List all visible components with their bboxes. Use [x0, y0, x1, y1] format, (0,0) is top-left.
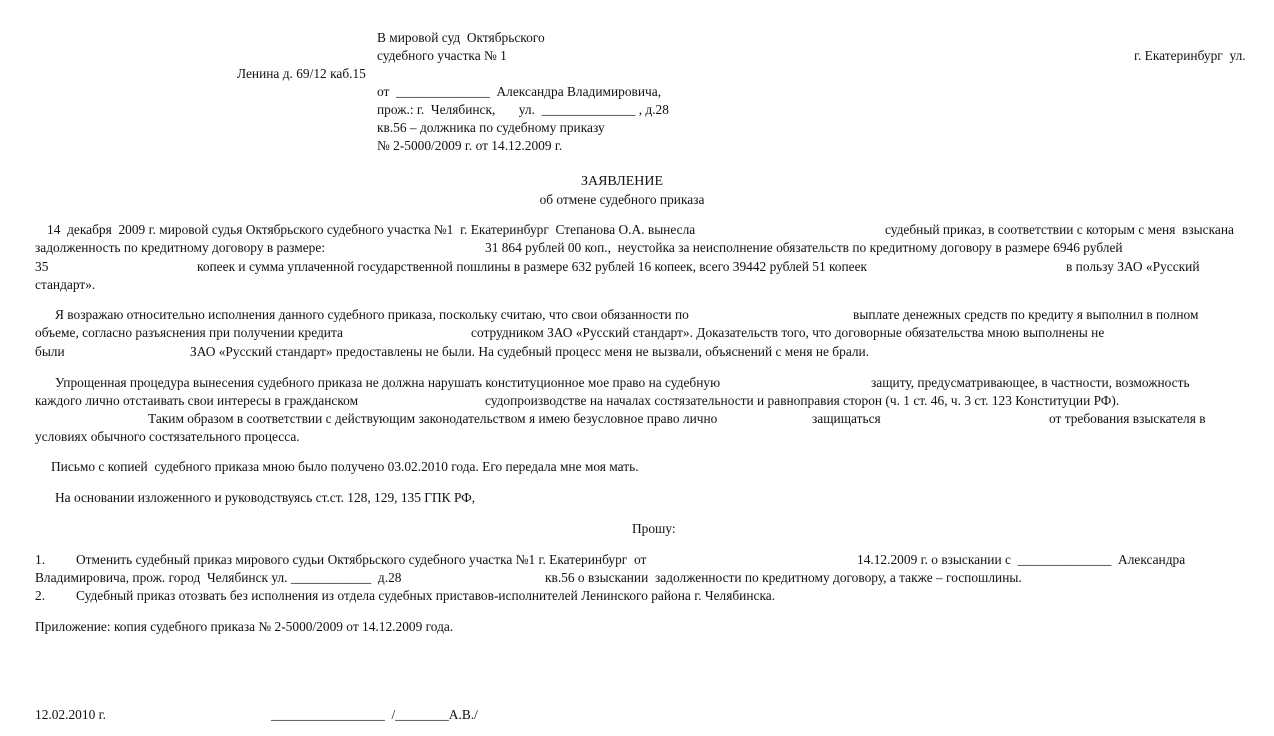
court-section-line: судебного участка № 1 — [377, 48, 507, 63]
p2-line1-part2: выплате денежных средств по кредиту я выполнил в полном — [853, 307, 1199, 322]
p1-line3-part2: копеек и сумма уплаченной государственной пошлины в размере 632 рублей 16 копеек, всего 39442 рублей 51 копеек — [197, 259, 868, 274]
request-item1-line1-part1: Отменить судебный приказ мирового судьи Октябрьского судебного участка №1 г. Екатеринбург от — [76, 552, 647, 567]
p3-line1-part1: Упрощенная процедура вынесения судебного приказа не должна нарушать конституционное мое право на судебную — [55, 375, 721, 390]
court-city-street: г. Екатеринбург ул. — [1134, 48, 1246, 63]
request-item1-line2-part1: Владимировича, прож. город Челябинск ул. ____________ д.28 — [35, 570, 402, 585]
court-address: Ленина д. 69/12 каб.15 — [237, 66, 366, 81]
p1-line3-part3: в пользу ЗАО «Русский — [1066, 259, 1200, 274]
signature-line: _________________ /________А.В./ — [271, 707, 478, 722]
signature-date: 12.02.2010 г. — [35, 707, 106, 722]
court-name-line: В мировой суд Октябрьского — [377, 30, 545, 45]
p5-legal-basis: На основании изложенного и руководствуясь ст.ст. 128, 129, 135 ГПК РФ, — [55, 490, 476, 505]
debtor-line: кв.56 – должника по судебному приказу — [377, 120, 605, 135]
document-subtitle: об отмене судебного приказа — [539, 192, 705, 207]
applicant-residence-line: прож.: г. Челябинск, ул. ______________ , д.28 — [377, 102, 669, 117]
p3-line2-part1: каждого лично отстаивать свои интересы в гражданском — [35, 393, 359, 408]
p2-line2-part2: сотрудником ЗАО «Русский стандарт». Доказательств того, что договорные обязательства мною выполнены не — [471, 325, 1105, 340]
request-item2-number: 2. — [35, 588, 46, 603]
p1-line1-part2: судебный приказ, в соответствии с которым с меня взыскана — [885, 222, 1234, 237]
p2-line2-part1: объеме, согласно разъяснения при получении кредита — [35, 325, 343, 340]
request-heading: Прошу: — [632, 521, 676, 536]
p3-line1-part2: защиту, предусматривающее, в частности, возможность — [871, 375, 1190, 390]
attachment-line: Приложение: копия судебного приказа № 2-5000/2009 от 14.12.2009 года. — [35, 619, 454, 634]
p1-line4: стандарт». — [35, 277, 96, 292]
p3-line3-part2: защищаться — [812, 411, 881, 426]
applicant-name-line: от ______________ Александра Владимировича, — [377, 84, 662, 99]
request-item1-line1-part2: 14.12.2009 г. о взыскании с ______________ Александра — [857, 552, 1186, 567]
p3-line3-part3: от требования взыскателя в — [1049, 411, 1206, 426]
request-item1-line2-part2: кв.56 о взыскании задолженности по кредитному договору, а также – госпошлины. — [545, 570, 1022, 585]
p3-line4: условиях обычного состязательного процесса. — [35, 429, 300, 444]
p2-line1-part1: Я возражаю относительно исполнения данного судебного приказа, поскольку считаю, что свои обязанности по — [55, 307, 689, 322]
request-item2-text: Судебный приказ отозвать без исполнения из отдела судебных приставов-исполнителей Ленинского района г. Челябинска. — [76, 588, 776, 603]
p1-line2-part1: задолженность по кредитному договору в размере: — [35, 240, 326, 255]
document-title: ЗАЯВЛЕНИЕ — [580, 174, 664, 189]
request-item1-number: 1. — [35, 552, 46, 567]
p2-line3-part2: ЗАО «Русский стандарт» предоставлены не были. На судебный процесс меня не вызвали, объяснений с меня не брали. — [190, 344, 870, 359]
order-number-line: № 2-5000/2009 г. от 14.12.2009 г. — [377, 138, 563, 153]
p1-line2-part2: 31 864 рублей 00 коп., неустойка за неисполнение обязательств по кредитному договору в размере 6946 рублей — [485, 240, 1123, 255]
p3-line3-part1: Таким образом в соответствии с действующим законодательством я имею безусловное право лично — [148, 411, 718, 426]
p4-letter-received: Письмо с копией судебного приказа мною было получено 03.02.2010 года. Его передала мне моя мать. — [51, 459, 639, 474]
p1-line3-part1: 35 — [35, 259, 49, 274]
p3-line2-part2: судопроизводстве на началах состязательности и равноправия сторон (ч. 1 ст. 46, ч. 3 ст. 123 Конституции РФ). — [485, 393, 1120, 408]
p1-line1-part1: 14 декабря 2009 г. мировой судья Октябрьского судебного участка №1 г. Екатеринбург Степанова О.А. вынесла — [47, 222, 696, 237]
p2-line3-part1: были — [35, 344, 65, 359]
